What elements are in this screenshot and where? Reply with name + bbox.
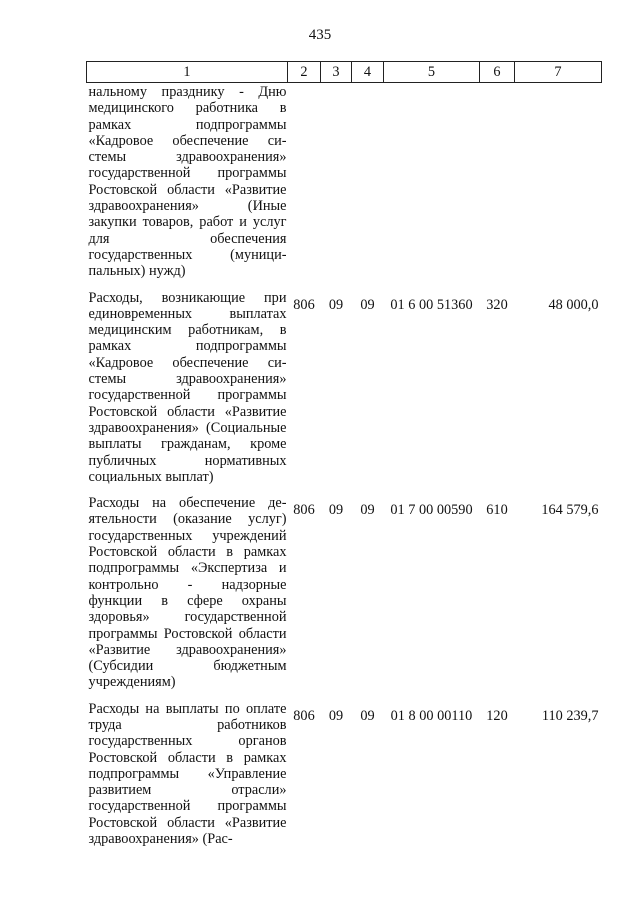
row-section: 09 (328, 296, 344, 313)
table-row (87, 290, 602, 496)
table-header (87, 62, 602, 83)
header-col-4: 4 (352, 62, 384, 83)
table-row (87, 701, 602, 858)
row-section: 09 (328, 502, 344, 519)
row-description: нальному празднику - Дню медицинского работника в рамках подпрограммы «Кадровое обеспечение системы здравоохранения» государственной программы Ростовской области «Развитие здравоохранения» (Иные закупки товаров, работ и услуг для обеспечения государственных (муниципальных) нужд) (88, 84, 287, 280)
header-row (87, 62, 602, 83)
row-target-article: 01 8 00 00110 (390, 707, 473, 724)
row-target-article: 01 7 00 00590 (390, 502, 473, 519)
row-description: Расходы на обеспечение деятельности (оказание услуг) государственных учреждений Ростовской области в рамках подпрограммы «Экспертиза и контрольно - надзорные функции в сфере охраны здоровья» государственной программы Ростовской области «Развитие здравоохранения» (Субсидии бюджетным учреждениям) (88, 495, 287, 691)
header-col-7: 7 (515, 62, 602, 83)
row-section: 09 (328, 707, 344, 724)
row-subsection: 09 (360, 502, 375, 519)
row-amount: 164 579,6 (541, 502, 599, 519)
table-body (87, 83, 602, 858)
row-expense-type (480, 83, 515, 290)
row-description: Расходы на выплаты по оплате труда работников государственных органов Ростовской области в рамках подпрограммы «Управление развитием отрасли» государственной программы Ростовской области «Развитие здравоохранения» (Рас- (88, 700, 287, 848)
table-row (87, 495, 602, 701)
row-ministry-code: 806 (293, 707, 315, 724)
row-expense-type: 120 (486, 707, 508, 724)
row-target-article (384, 83, 480, 290)
row-amount: 110 239,7 (541, 707, 599, 724)
row-subsection: 09 (360, 707, 375, 724)
header-col-1: 1 (87, 62, 288, 83)
row-description: Расходы, возникающие при единовременных выплатах медицинским работникам, в рамках подпрограммы «Кадровое обеспечение системы здравоохранения» государственной программы Ростовской области «Развитие здравоохранения» (Социальные выплаты гражданам, кроме публичных нормативных социальных выплат) (88, 289, 287, 485)
header-col-2: 2 (288, 62, 321, 83)
row-ministry-code: 806 (293, 296, 315, 313)
table-row (87, 83, 602, 290)
row-expense-type: 320 (486, 296, 508, 313)
row-ministry-code: 806 (293, 502, 315, 519)
header-col-3: 3 (321, 62, 352, 83)
row-subsection (352, 83, 384, 290)
header-col-6: 6 (480, 62, 515, 83)
row-ministry-code (288, 83, 321, 290)
row-expense-type: 610 (486, 502, 508, 519)
header-col-5: 5 (384, 62, 480, 83)
page-number: 435 (308, 27, 332, 43)
row-amount: 48 000,0 (548, 296, 599, 313)
budget-table (86, 61, 602, 857)
row-amount (515, 83, 602, 290)
row-target-article: 01 6 00 51360 (390, 296, 473, 313)
row-section (321, 83, 352, 290)
row-subsection: 09 (360, 296, 375, 313)
